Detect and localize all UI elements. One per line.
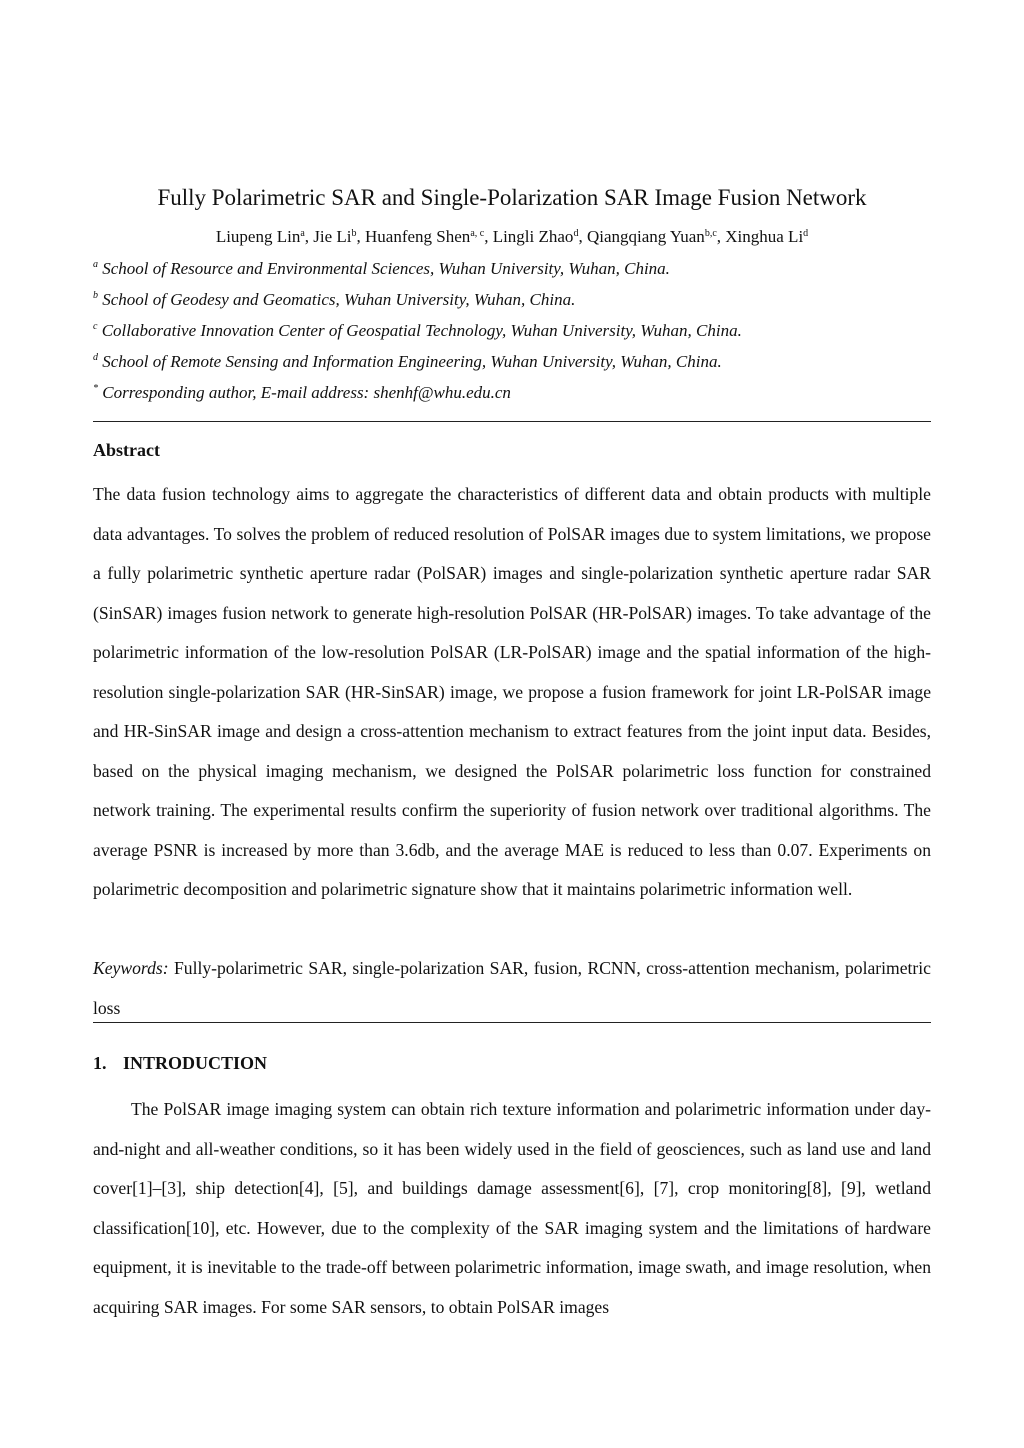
author-affiliation-mark: d (803, 228, 809, 239)
author-affiliation-mark: b,c (704, 228, 717, 239)
affiliation-mark: c (93, 321, 98, 332)
header-divider (93, 421, 931, 422)
affiliation-text: Collaborative Innovation Center of Geospatial Technology, Wuhan University, Wuhan, China. (97, 321, 742, 340)
author-affiliation-mark: d (573, 228, 579, 239)
affiliation-line (93, 319, 953, 343)
affiliation-text: Corresponding author, E-mail address: shenhf@whu.edu.cn (98, 383, 511, 402)
keywords-label: Keywords: (93, 958, 169, 978)
paper-title: Fully Polarimetric SAR and Single-Polarization SAR Image Fusion Network (157, 185, 867, 210)
affiliation-text: School of Geodesy and Geomatics, Wuhan University, Wuhan, China. (98, 290, 576, 309)
abstract-body: The data fusion technology aims to aggregate the characteristics of different data and obtain products with multiple data advantages. To solves the problem of reduced resolution of PolSAR images due to system limitations, we propose a fully polarimetric synthetic aperture radar (PolSAR) images and single-polarization synthetic aperture radar SAR (SinSAR) images fusion network to generate high-resolution PolSAR (HR-PolSAR) images. To take advantage of the polarimetric information of the low-resolution PolSAR (LR-PolSAR) image and the spatial information of the high-resolution single-polarization SAR (HR-SinSAR) image, we propose a fusion framework for joint LR-PolSAR image and HR-SinSAR image and design a cross-attention mechanism to extract features from the joint input data. Besides, based on the physical imaging mechanism, we designed the PolSAR polarimetric loss function for constrained network training. The experimental results confirm the superiority of fusion network over traditional algorithms. The average PSNR is increased by more than 3.6db, and the average MAE is reduced to less than 0.07. Experiments on polarimetric decomposition and polarimetric signature show that it maintains polarimetric information well. (93, 484, 931, 899)
affiliation-line (93, 288, 953, 312)
author-separator: , (578, 227, 587, 246)
keywords (93, 949, 931, 1028)
section-number: 1. (93, 1053, 107, 1073)
author-separator: , (304, 227, 314, 246)
affiliation-mark: d (93, 352, 98, 363)
author-name: Qiangqiang Yuan (586, 227, 705, 246)
affiliation-mark: b (93, 290, 98, 301)
introduction-body: The PolSAR image imaging system can obtain rich texture information and polarimetric information under day-and-night and all-weather conditions, so it has been widely used in the field of geosciences, such as land use and land cover[1]–[3], ship detection[4], [5], and buildings damage assessment[6], [7], crop monitoring[8], [9], wetland classification[10], etc. However, due to the complexity of the SAR imaging system and the limitations of hardware equipment, it is inevitable to the trade-off between polarimetric information, image swath, and image resolution, when acquiring SAR images. For some SAR sensors, to obtain PolSAR images (93, 1099, 931, 1317)
keywords-text: Fully-polarimetric SAR, single-polarization SAR, fusion, RCNN, cross-attention mechanism, polarimetric loss (93, 958, 931, 1018)
affiliation-mark: a (93, 259, 98, 270)
author-separator: , (356, 227, 366, 246)
author-list (0, 225, 1024, 249)
author-affiliation-mark: b (351, 228, 357, 239)
corresponding-author-line (93, 381, 953, 405)
author-name: Liupeng Lin (215, 227, 301, 246)
affiliation-text: School of Remote Sensing and Information Engineering, Wuhan University, Wuhan, China. (98, 352, 722, 371)
author-name: Lingli Zhao (492, 227, 574, 246)
affiliation-line (93, 257, 953, 281)
affiliation-mark: * (93, 383, 98, 394)
author-name: Huanfeng Shen (365, 227, 471, 246)
author-separator: , (484, 227, 493, 246)
author-name: Xinghua Li (725, 227, 804, 246)
author-affiliation-mark: a (300, 228, 305, 239)
author-separator: , (716, 227, 726, 246)
affiliation-line (93, 350, 953, 374)
abstract-divider (93, 1022, 931, 1023)
abstract-heading: Abstract (93, 440, 160, 460)
author-affiliation-mark: a, c (470, 228, 485, 239)
section-heading (93, 1051, 267, 1075)
affiliation-text: School of Resource and Environmental Sciences, Wuhan University, Wuhan, China. (98, 259, 670, 278)
section-title: INTRODUCTION (123, 1053, 268, 1073)
author-name: Jie Li (313, 227, 352, 246)
